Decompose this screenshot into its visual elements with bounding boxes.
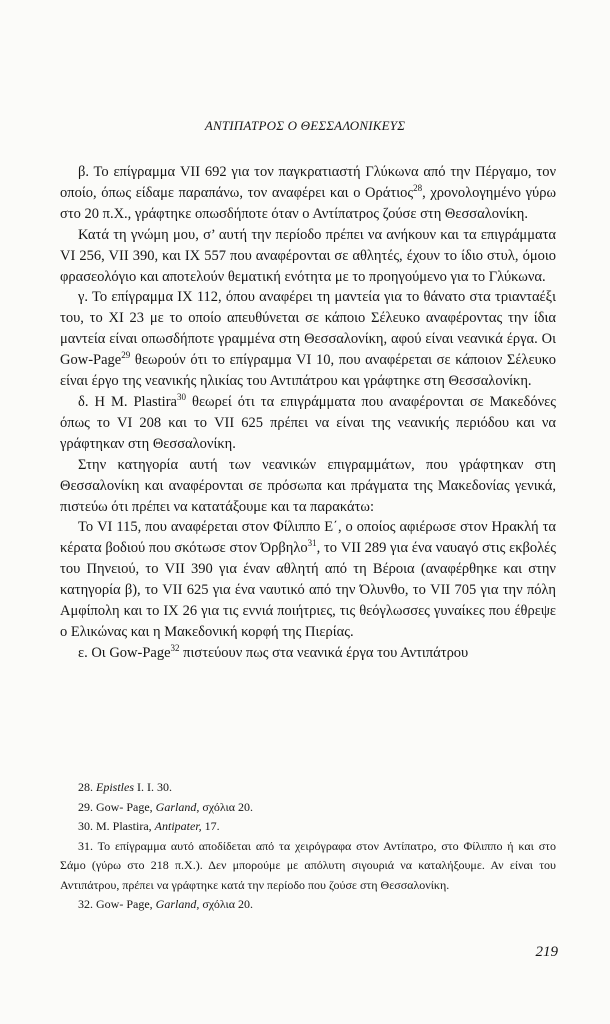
paragraph (60, 455, 556, 518)
paragraph (60, 392, 556, 455)
text-run: , χρονολογημένο γύρω στο 20 π.Χ., γράφτηκε οπωσδήποτε όταν ο Αντίπατρος ζούσε στη Θεσσαλονίκη. (60, 184, 556, 222)
text-run: Το VI 115, που αναφέρεται στον Φίλιππο Ε΄, ο οποίος αφιέρωσε στον Ηρακλή τα κέρατα βοδιού που σκότωσε στον Όρβηλο (60, 519, 556, 557)
text-run: θεωρεί ότι τα επιγράμματα που αναφέρονται σε Μακεδόνες όπως το VI 208 και το VII 625 πρέπει να είναι της νεανικής περιόδου και να γράφτηκαν στη Θεσσαλονίκη. (60, 393, 556, 452)
text-run: σχόλια 20. (199, 897, 254, 911)
text-run: 28. (78, 780, 96, 794)
text-run: θεωρούν ότι το επίγραμμα VI 10, που αναφέρεται σε κάποιον Σέλευκο είναι έργο της νεανικής ηλικίας του Αντιπάτρου και γράφτηκε στη Θεσσαλονίκη. (60, 352, 556, 390)
text-run: ε. Οι Gow-Page (78, 644, 171, 661)
footnote (60, 798, 556, 818)
text-run: 29. Gow- Page, (78, 799, 156, 814)
text-run: δ. Η M. Plastira (78, 393, 177, 410)
footnote-ref: 31 (307, 538, 317, 549)
paragraph (60, 162, 556, 225)
page-number: 219 (535, 944, 558, 960)
text-run: Κατά τη γνώμη μου, σ’ αυτή την περίοδο πρέπει να ανήκουν και τα επιγράμματα VI 256, VII 390, και IX 557 που αναφέρονται σε αθλητές, έχουν το ίδιο στυλ, όμοιο φρασεολόγιο και αποτελούν θεματική ενότητα με το προηγούμενο για το Γλύκωνα. (60, 226, 556, 285)
footnote-ref: 30 (176, 392, 186, 403)
main-text (60, 162, 556, 664)
text-run: πιστεύουν πως στα νεανικά έργα του Αντιπάτρου (179, 644, 469, 661)
text-run: Antipater, (154, 819, 202, 833)
paragraph (60, 225, 556, 288)
footnote (60, 837, 556, 896)
footnote-ref: 29 (121, 350, 131, 361)
text-run: γ. Το επίγραμμα IX 112, όπου αναφέρει τη μαντεία για το θάνατο στα τριανταέξι του, το XI 23 με το οποίο απευθύνεται σε κάποιο Σέλευκο αναφέροντας την ίδια μαντεία είναι οπωσδήποτε γραμμένα στη Θεσσαλονίκη, αφού είναι νεανικά έργα. Οι Gow-Page (60, 289, 556, 369)
text-run: Στην κατηγορία αυτή των νεανικών επιγραμμάτων, που γράφτηκαν στη Θεσσαλονίκη και αναφέρονται σε πρόσωπα και πράγματα της Μακεδονίας γενικά, πιστεύω ότι πρέπει να κατατάξουμε και τα παρακάτω: (60, 456, 556, 515)
text-run: σχόλια 20. (199, 799, 254, 814)
text-run: 17. (201, 819, 220, 833)
text-run: I. I. 30. (134, 780, 172, 794)
paragraph (60, 517, 556, 642)
text-run: Garland, (155, 897, 200, 911)
text-run: 32. Gow- Page, (78, 897, 156, 911)
text-run: 31. Το επίγραμμα αυτό αποδίδεται από τα χειρόγραφα στον Αντίπατρο, στο Φίλιππο ή και στο Σάμο (γύρω στο 218 π.Χ.). Δεν μπορούμε με απόλυτη σιγουριά να καταλήξουμε. Αν είναι του Αντιπάτρου, πρέπει να γράφτηκε κατά την περίοδο που ζούσε στη Θεσσαλονίκη. (60, 838, 556, 892)
running-head: ΑΝΤΙΠΑΤΡΟΣ Ο ΘΕΣΣΑΛΟΝΙΚΕΥΣ (204, 118, 406, 133)
footnote-ref: 28 (413, 183, 423, 194)
text-run: , το VII 289 για ένα ναυαγό στις εκβολές του Πηνειού, το VII 390 για έναν αθλητή από τη Βέροια (αναφέρθηκε και στην κατηγορία β), το VII 625 για ένα ναυτικό από την Όλυνθο, το VII 705 για την πόλη Αμφίπολη και το IX 26 για τις εννιά ποιήτριες, τις θεόγλωσσες γυναίκες που έθρεψε ο Ελικώνας και η Μακεδονική κορφή της Πιερίας. (60, 540, 556, 640)
footnote-ref: 32 (170, 643, 180, 654)
footnote (60, 817, 556, 837)
footnote (60, 778, 556, 798)
paragraph (60, 287, 556, 392)
footnote (60, 895, 556, 915)
footnotes (60, 778, 556, 915)
paragraph (60, 643, 556, 664)
text-run: Garland, (155, 799, 200, 814)
text-run: 30. M. Plastira, (78, 819, 155, 833)
text-run: β. Το επίγραμμα VII 692 για τον παγκρατιαστή Γλύκωνα από την Πέργαμο, τον οποίο, όπως είδαμε παραπάνω, τον αναφέρει και ο Οράτιος (60, 164, 556, 201)
text-run: Epistles (96, 780, 134, 794)
